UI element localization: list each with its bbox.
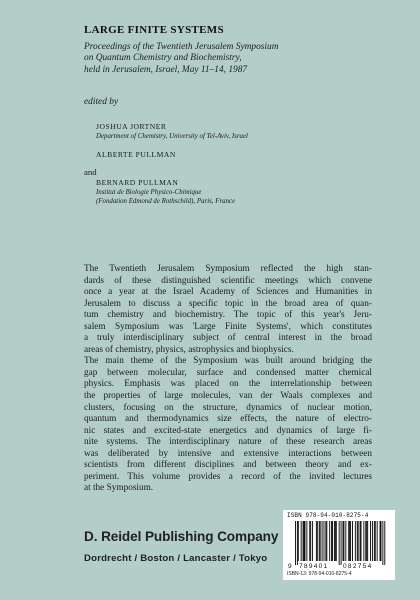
barcode-bar	[363, 521, 364, 561]
blurb-line: at the Symposium.	[84, 483, 154, 494]
publisher-cities: Dordrecht / Boston / Lancaster / Tokyo	[84, 553, 268, 564]
barcode-bar	[305, 521, 306, 561]
barcode-bar	[309, 521, 310, 561]
and-conjunction: and	[84, 167, 97, 177]
barcode-bar	[341, 521, 342, 565]
barcode-bar	[332, 521, 333, 561]
barcode-bar	[361, 521, 362, 561]
barcode-bar	[298, 521, 299, 561]
barcode-bar	[355, 521, 356, 561]
book-title: LARGE FINITE SYSTEMS	[84, 24, 224, 36]
blurb-line: the properties of large molecules, van der Waals complexes and	[84, 391, 372, 402]
blurb-line: physics. Emphasis was placed on the interrelationship between	[84, 379, 372, 390]
barcode-bar	[312, 521, 313, 561]
barcode-icon	[283, 510, 395, 580]
blurb-line: areas of chemistry, physics, astrophysics and biophysics.	[84, 344, 294, 355]
barcode-bar	[370, 521, 371, 561]
book-subtitle	[84, 42, 384, 76]
barcode-bar	[329, 521, 330, 561]
blurb-line: salem Symposium was 'Large Finite Systems', which constitutes	[84, 321, 372, 332]
barcode-bar	[301, 521, 302, 561]
subtitle-line: on Quantum Chemistry and Biochemistry,	[84, 53, 242, 64]
barcode-bar	[303, 521, 304, 561]
barcode-bar	[382, 521, 383, 565]
blurb-line: nic states and excited-state energetics and dynamics of large fi-	[84, 425, 372, 436]
blurb-line: was deliberated by intensive and extensive interactions between	[84, 448, 372, 459]
barcode-bar	[377, 521, 378, 561]
barcode-bar	[320, 521, 321, 561]
blurb-line: quantum and thermodynamics size effects, the nature of electro-	[84, 414, 372, 425]
barcode-bar	[345, 521, 346, 561]
editor-affiliation: Institut de Biologie Physico-Chimique	[96, 189, 202, 196]
barcode-bar	[319, 521, 320, 561]
blurb-line: gap between molecular, surface and condensed matter chemical	[84, 367, 372, 378]
editor-name: BERNARD PULLMAN	[96, 178, 179, 187]
barcode-block	[283, 510, 395, 580]
editor-alberte-pullman	[96, 150, 176, 160]
barcode-bar	[367, 521, 368, 561]
barcode-bar	[334, 521, 335, 561]
blurb-line: periment. This volume provides a record of the invited lectures	[84, 471, 372, 482]
editor-bernard-pullman	[96, 178, 235, 206]
blurb-text	[84, 264, 372, 495]
blurb-line: Jerusalem to discuss a specific topic in the broad area of quan-	[84, 298, 372, 309]
barcode-digits-left: 789401	[299, 563, 329, 570]
editor-affiliation: Department of Chemistry, University of Tel-Aviv, Israel	[96, 133, 248, 140]
barcode-bar	[365, 521, 366, 561]
blurb-line: once a year at the Israel Academy of Sciences and Humanities in	[84, 287, 372, 298]
blurb-line: The main theme of the Symposium was built around bridging the	[84, 356, 372, 367]
barcode-bar	[326, 521, 327, 561]
barcode-bar	[366, 521, 367, 561]
blurb-line: dards of these distinguished scientific meetings which convene	[84, 275, 372, 286]
barcode-bar	[335, 521, 336, 561]
barcode-bar	[316, 521, 317, 561]
barcode-bar	[375, 521, 376, 561]
barcode-bar	[339, 521, 340, 565]
barcode-bar	[322, 521, 323, 561]
barcode-bar	[343, 521, 344, 561]
barcode-bar	[384, 521, 385, 565]
barcode-bar	[358, 521, 359, 561]
subtitle-line: Proceedings of the Twentieth Jerusalem Symposium	[84, 42, 279, 52]
blurb-line: tum chemistry and biochemistry. The topic of this year's Jeru-	[84, 310, 372, 321]
barcode-bar	[331, 521, 332, 561]
barcode-bar	[343, 521, 344, 561]
barcode-bar	[381, 521, 382, 561]
editor-name: ALBERTE PULLMAN	[96, 150, 176, 159]
isbn-bottom-text: ISBN-13: 978-94-010-8275-4	[287, 571, 352, 577]
isbn-top-text: ISBN 978-94-010-8275-4	[287, 512, 369, 519]
editor-affiliation: (Fondation Edmond de Rothschild), Paris, France	[96, 198, 236, 205]
editor-jortner	[96, 122, 248, 141]
barcode-bar	[325, 521, 326, 561]
barcode-bar	[336, 521, 337, 561]
barcode-bar	[380, 521, 381, 561]
barcode-bar	[350, 521, 351, 561]
barcode-bar	[297, 521, 298, 565]
blurb-line: nite systems. The interdisciplinary nature of these research areas	[84, 437, 372, 448]
barcode-bar	[360, 521, 361, 561]
edited-by-label: edited by	[84, 97, 119, 107]
barcode-bar	[348, 521, 349, 561]
subtitle-line: held in Jerusalem, Israel, May 11–14, 1987	[84, 64, 248, 75]
barcode-bar	[306, 521, 307, 561]
barcode-bar	[324, 521, 325, 561]
barcode-bar	[352, 521, 353, 561]
publisher-name: D. Reidel Publishing Company	[84, 529, 279, 544]
editor-name: JOSHUA JORTNER	[96, 122, 167, 131]
blurb-line: clusters, focusing on the structure, dynamics of nuclear motion,	[84, 402, 372, 413]
barcode-bar	[374, 521, 375, 561]
barcode-bar	[349, 521, 350, 561]
barcode-digit-first: 9	[288, 563, 292, 570]
blurb-line: a truly interdisciplinary subject of central interest in the broad	[84, 333, 372, 344]
barcode-bar	[357, 521, 358, 561]
barcode-bar	[295, 521, 296, 565]
barcode-bar	[304, 521, 305, 561]
barcode-digits-right: 082754	[343, 563, 373, 570]
blurb-line: scientists from different disciplines and between theory and ex-	[84, 460, 372, 471]
blurb-line: The Twentieth Jerusalem Symposium reflected the high stan-	[84, 264, 372, 274]
barcode-bar	[317, 521, 318, 561]
barcode-bar	[310, 521, 311, 561]
barcode-bar	[372, 521, 373, 561]
